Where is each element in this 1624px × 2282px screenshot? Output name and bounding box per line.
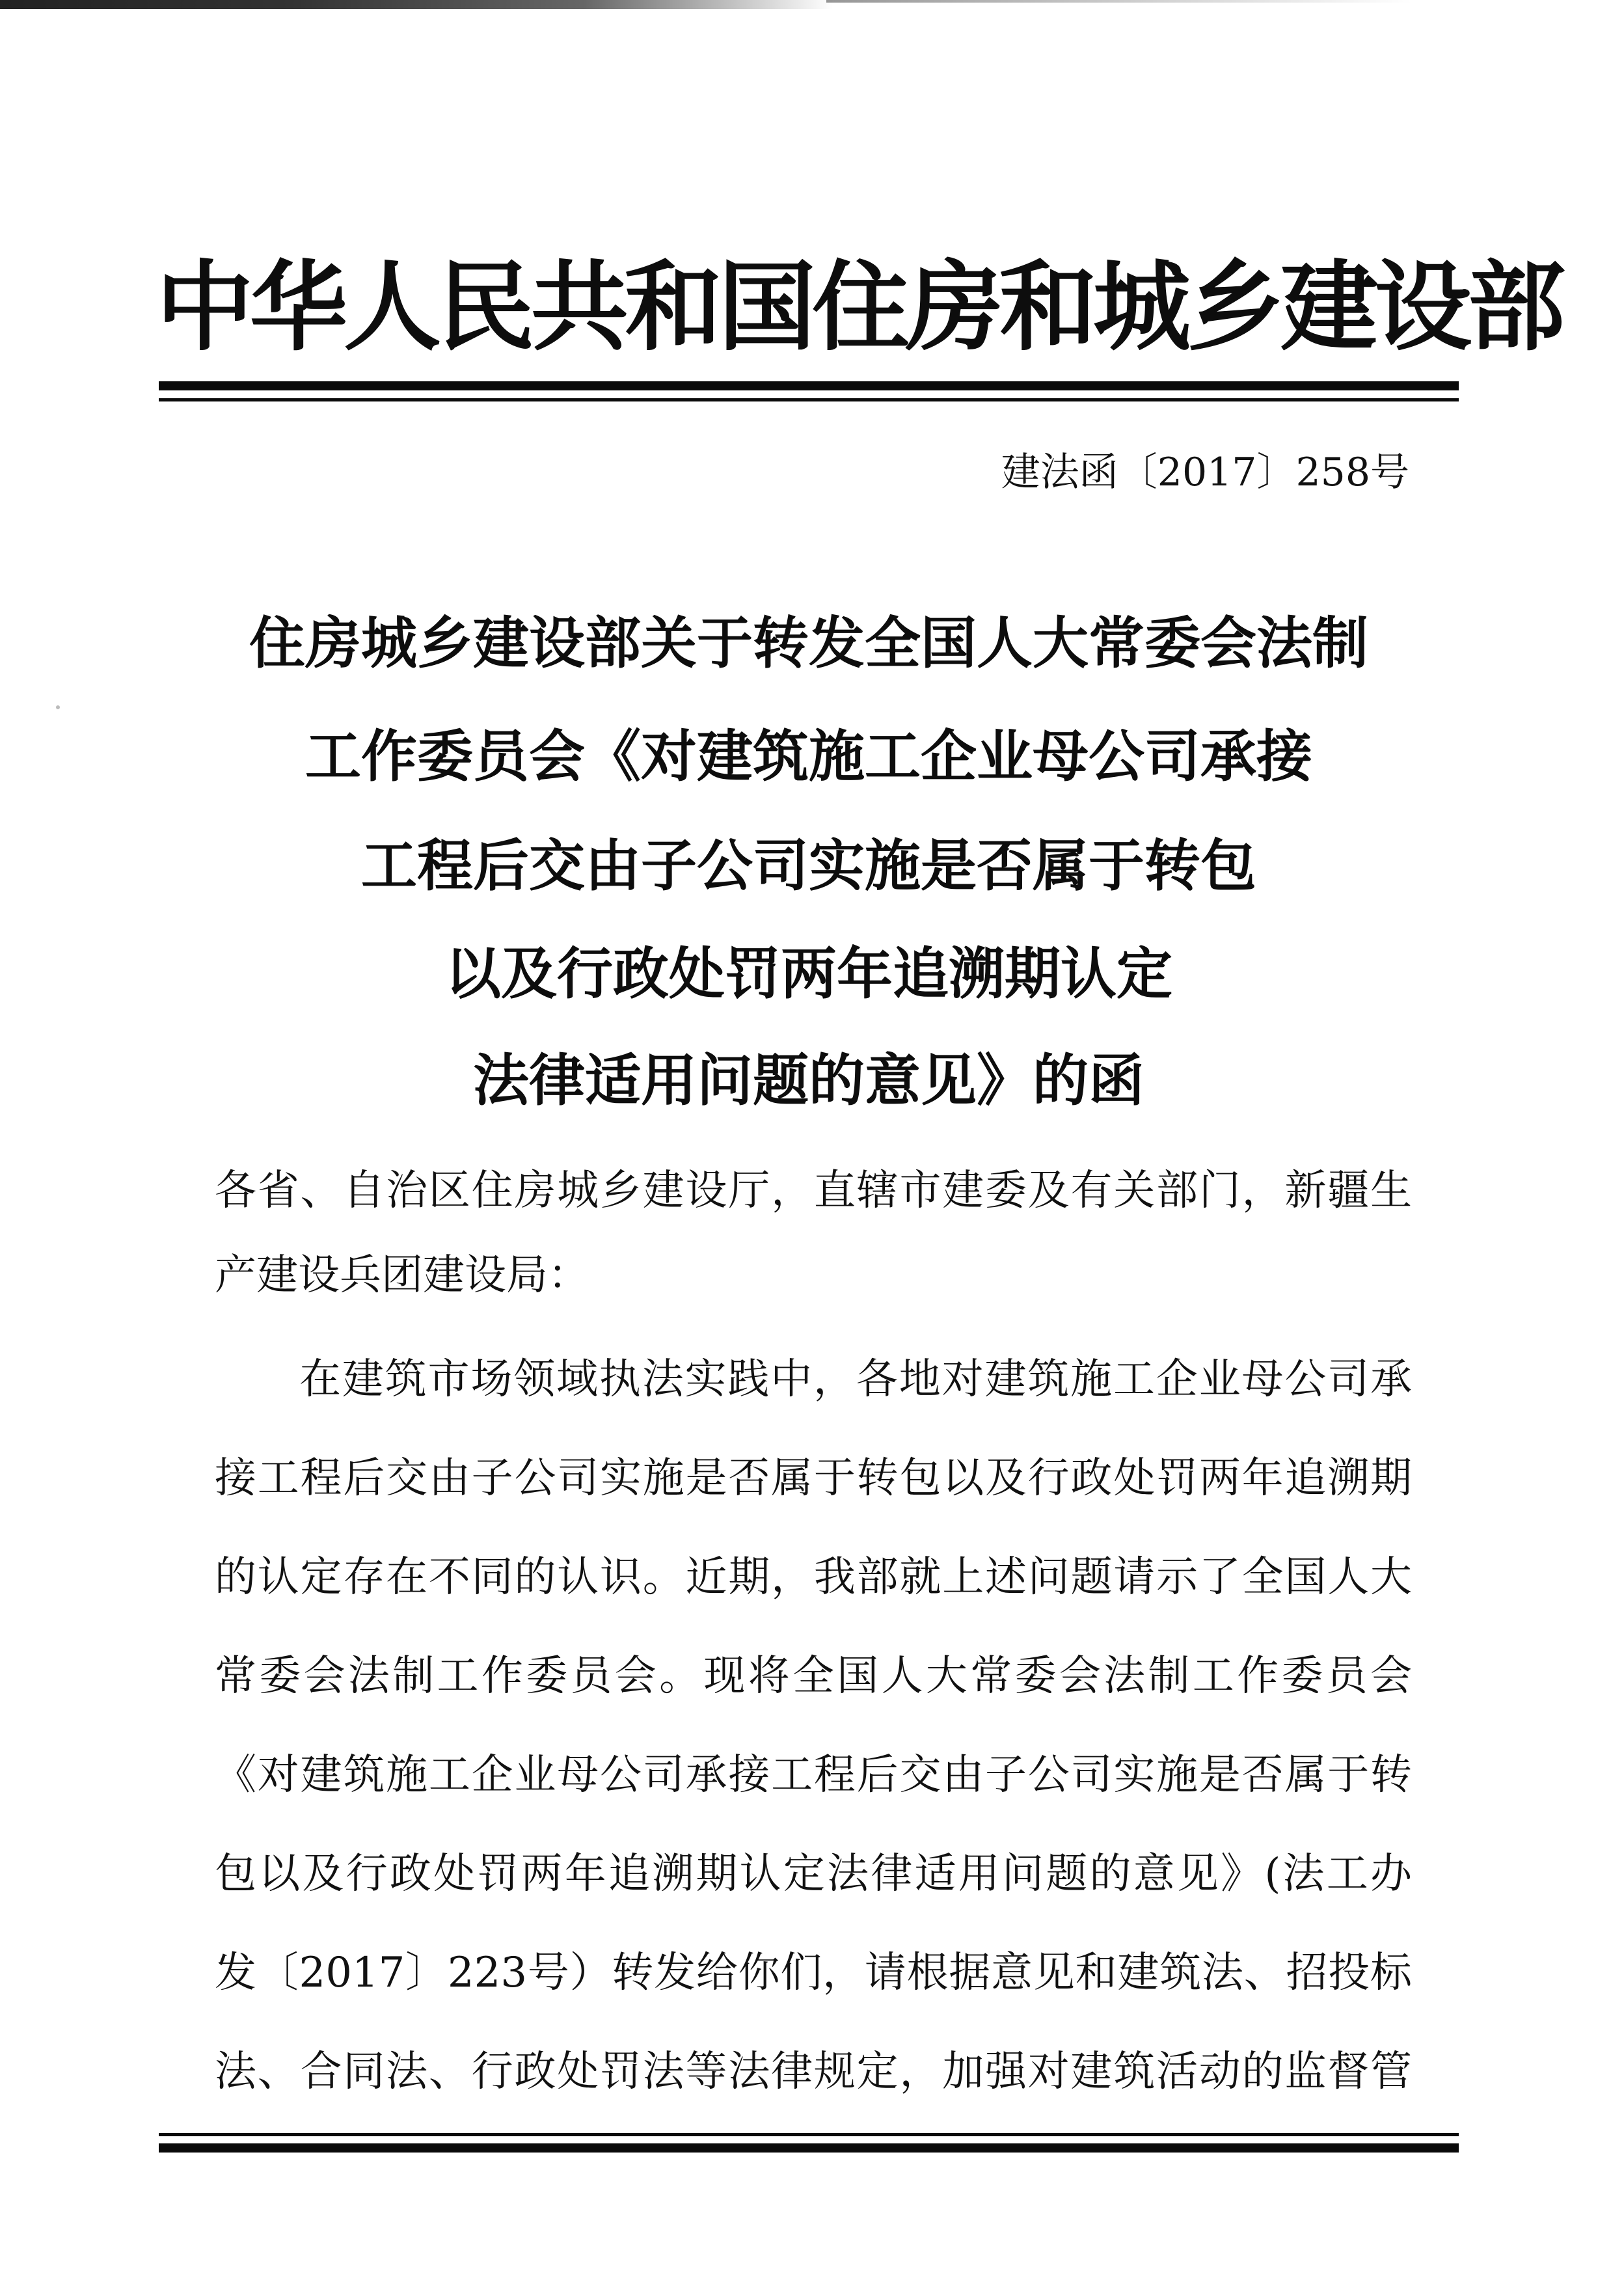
- header-rule-thin: [159, 398, 1459, 401]
- body-line: 包以及行政处罚两年追溯期认定法律适用问题的意见》(法工办: [215, 1850, 1412, 1898]
- body-line: 在建筑市场领域执法实践中，各地对建筑施工企业母公司承: [299, 1355, 1412, 1404]
- scan-speck: [56, 705, 60, 709]
- title-line: 法律适用问题的意见》的函: [473, 1048, 1144, 1113]
- issuer-heading: 中华人民共和国住房和城乡建设部: [156, 250, 1562, 364]
- addressee-line: 产建设兵团建设局：: [215, 1251, 589, 1299]
- body-line: 《对建筑施工企业母公司承接工程后交由子公司实施是否属于转: [215, 1751, 1412, 1799]
- footer-rule-thin: [159, 2133, 1459, 2136]
- title-line: 工程后交由子公司实施是否属于转包: [361, 833, 1256, 899]
- title-line: 工作委员会《对建筑施工企业母公司承接: [305, 724, 1312, 789]
- title-line: 住房城乡建设部关于转发全国人大常委会法制: [249, 610, 1368, 676]
- addressee-line: 各省、自治区住房城乡建设厅，直辖市建委及有关部门，新疆生: [215, 1167, 1412, 1215]
- document-number: 建法函〔2017〕258号: [1001, 450, 1409, 495]
- scan-edge: [0, 0, 833, 9]
- body-line: 发〔2017〕223号）转发给你们，请根据意见和建筑法、招投标: [215, 1949, 1412, 1997]
- body-line: 的认定存在不同的认识。近期，我部就上述问题请示了全国人大: [215, 1553, 1412, 1601]
- body-line: 常委会法制工作委员会。现将全国人大常委会法制工作委员会: [215, 1652, 1412, 1700]
- header-rule-thick: [159, 381, 1459, 390]
- body-line: 法、合同法、行政处罚法等法律规定，加强对建筑活动的监督管: [215, 2048, 1412, 2096]
- title-line: 以及行政处罚两年追溯期认定: [445, 941, 1172, 1007]
- scan-edge-faint: [826, 0, 1412, 3]
- footer-rule-thick: [159, 2143, 1459, 2153]
- body-line: 接工程后交由子公司实施是否属于转包以及行政处罚两年追溯期: [215, 1454, 1412, 1502]
